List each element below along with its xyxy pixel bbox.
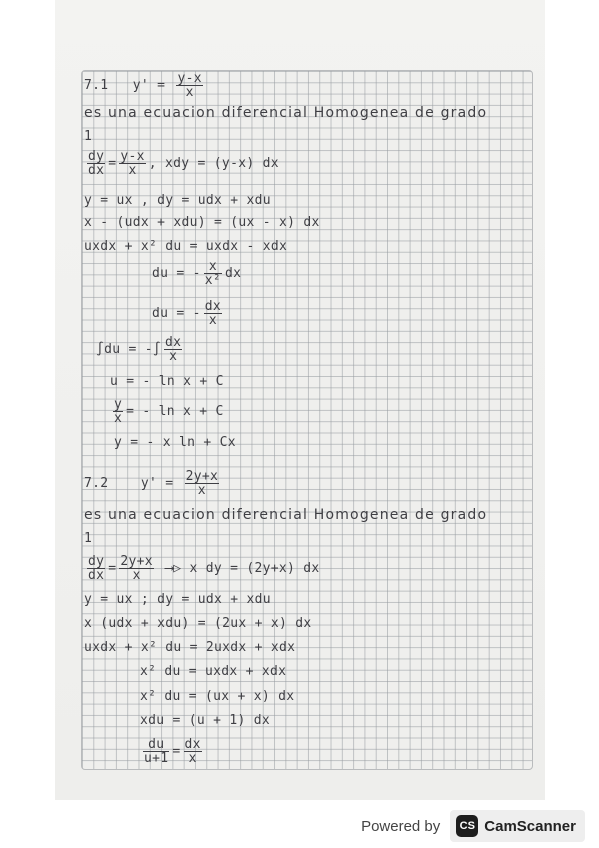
step-5b: x² du = uxdx + xdx	[140, 664, 287, 679]
step-10-result: y = - x ln + Cx	[114, 435, 236, 450]
step-7b: xdu = (u + 1) dx	[140, 713, 271, 728]
step-9: $\frac{y}{x}$ = - ln x + C	[114, 397, 224, 426]
step-6b: x² du = (ux + x) dx	[140, 689, 295, 704]
problem-number: 7.2	[84, 476, 109, 491]
homogeneous-sentence-2: es una ecuacion diferencial Homogenea de grado	[84, 507, 488, 523]
fraction: $\frac{y-x}{x}$	[177, 71, 202, 100]
step-6: du = - $\frac{dx}{x}$	[152, 299, 222, 328]
homogeneous-sentence: es una ecuacion diferencial Homogenea de grado	[84, 105, 488, 121]
camscanner-footer	[361, 810, 585, 842]
step-4b: uxdx + x² du = 2uxdx + xdx	[84, 640, 296, 655]
powered-by-label: Powered by	[361, 817, 441, 835]
problem-number: 7.1	[84, 78, 109, 93]
step-5: du = - $\frac{x}{\text{x²}}$ dx	[152, 259, 242, 288]
step-1: $\frac{dy}{dx}$ = $\frac{y-x}{x}$ , xdy = (y-x) dx	[88, 149, 279, 178]
arrow-icon: ⟶▷	[165, 561, 182, 576]
camscanner-badge	[450, 810, 585, 842]
step-3b: x (udx + xdu) = (2ux + x) dx	[84, 616, 312, 631]
camscanner-brand: CamScanner	[484, 817, 576, 835]
degree-value-2: 1	[84, 531, 93, 546]
step-8b: $\frac{du}{u+1}$ = $\frac{dx}{x}$	[144, 737, 201, 766]
step-2b: y = ux ; dy = udx + xdu	[84, 592, 271, 607]
step-3: x - (udx + xdu) = (ux - x) dx	[84, 215, 320, 230]
step-4: uxdx + x² du = uxdx - xdx	[84, 239, 288, 254]
problem-7-1-statement: 7.1 y' = $\frac{y-x}{x}$	[84, 71, 202, 100]
step-1b: $\frac{dy}{dx}$ = $\frac{2y+x}{x}$ ⟶▷ x dy = (2y+x) dx	[88, 554, 320, 583]
step-2: y = ux , dy = udx + xdu	[84, 193, 271, 208]
step-7-integral: ∫du = -∫ $\frac{dx}{x}$	[96, 335, 182, 364]
problem-7-2-statement: 7.2 y' = $\frac{2y+x}{x}$	[84, 469, 219, 498]
step-8: u = - ln x + C	[110, 374, 224, 389]
degree-value: 1	[84, 129, 93, 144]
camscanner-logo-icon: CS	[456, 815, 478, 837]
